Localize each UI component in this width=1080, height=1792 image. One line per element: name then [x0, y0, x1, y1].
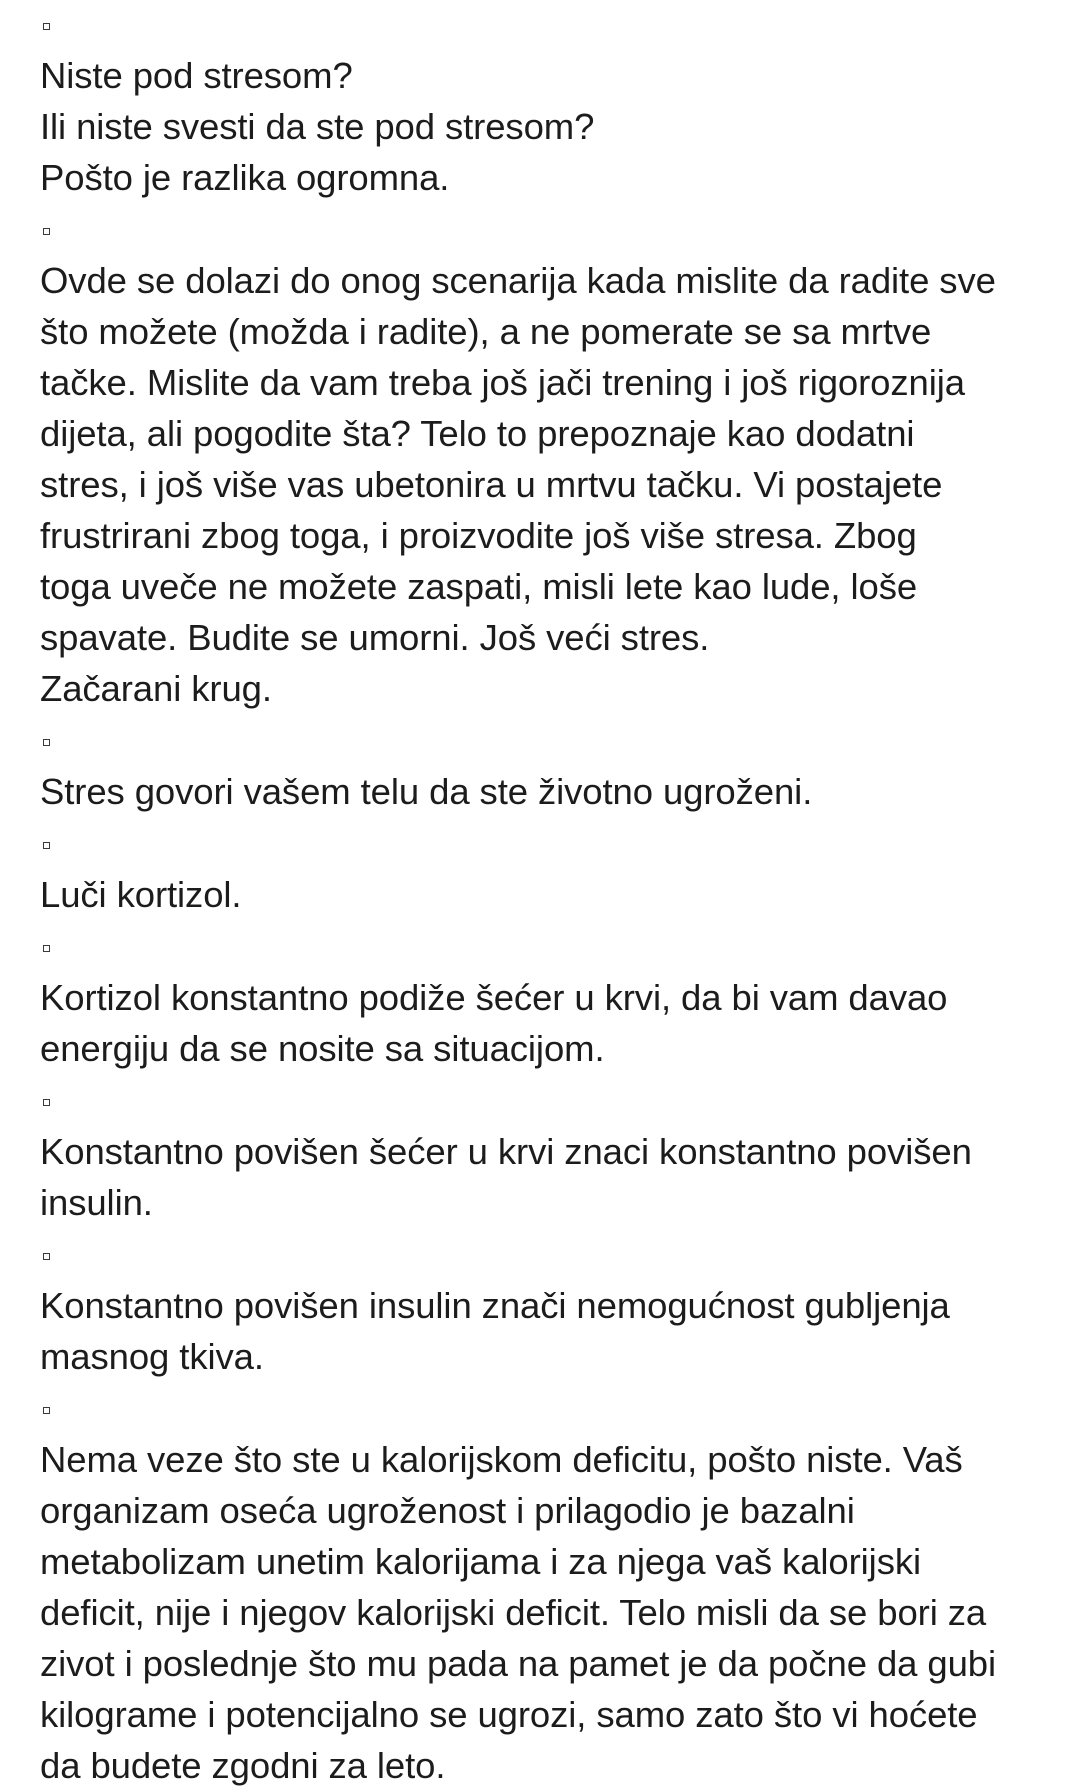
paragraph: Ovde se dolazi do onog scenarija kada mislite da radite sve što možete (možda i radite), a ne pomerate se sa mrtve tačke. Mislite da vam treba još jači trening i još rigoroznija dijeta, ali pogodite šta? Telo to prepoznaje kao dodatni stres, i još više vas ubetonira u mrtvu tačku. Vi postajete frustrirani zbog toga, i proizvodite još više stresa. Zbog toga uveče ne možete zaspati, misli lete kao lude, loše spavate. Budite se umorni. Još veći stres. Začarani krug. — [40, 260, 996, 709]
separator-square-icon — [40, 16, 1050, 50]
paragraph: Konstantno povišen insulin znači nemogućnost gubljenja masnog tkiva. — [40, 1285, 950, 1377]
separator-square-icon — [40, 732, 1050, 766]
paragraph: Kortizol konstantno podiže šećer u krvi, da bi vam davao energiju da se nosite sa situacijom. — [40, 977, 948, 1069]
separator-square-icon — [40, 1092, 1050, 1126]
separator-square-icon — [40, 1246, 1050, 1280]
paragraph: Stres govori vašem telu da ste životno ugroženi. — [40, 771, 813, 812]
separator-square-icon — [40, 1400, 1050, 1434]
post-content — [40, 16, 1050, 1791]
separator-square-icon — [40, 835, 1050, 869]
paragraph: Luči kortizol. — [40, 874, 242, 915]
separator-square-icon — [40, 938, 1050, 972]
paragraph: Konstantno povišen šećer u krvi znaci konstantno povišen insulin. — [40, 1131, 972, 1223]
separator-square-icon — [40, 221, 1050, 255]
paragraph: Nema veze što ste u kalorijskom deficitu, pošto niste. Vaš organizam oseća ugroženost i prilagodio je bazalni metabolizam unetim kalorijama i za njega vaš kalorijski deficit, nije i njegov kalorijski deficit. Telo misli da se bori za zivot i poslednje što mu pada na pamet je da počne da gubi kilograme i potencijalno se ugrozi, samo zato što vi hoćete da budete zgodni za leto. — [40, 1439, 997, 1786]
paragraph: Niste pod stresom? Ili niste svesti da ste pod stresom? Pošto je razlika ogromna. — [40, 55, 595, 198]
